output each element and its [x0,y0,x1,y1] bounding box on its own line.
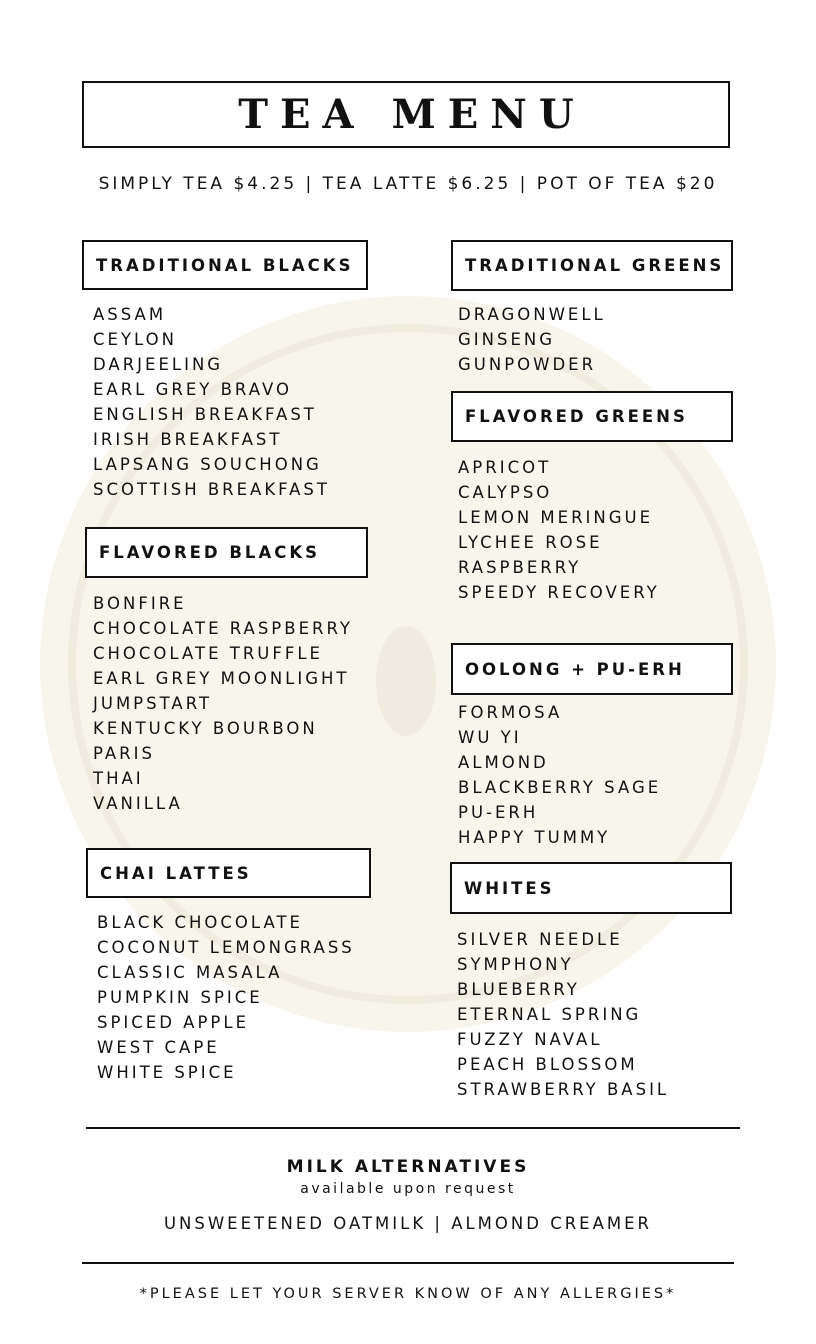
section-heading-whites: WHITES [450,862,732,914]
title-box [82,81,730,148]
section-heading-traditional-blacks: TRADITIONAL BLACKS [82,240,368,290]
menu-item: CALYPSO [458,483,553,502]
menu-item: EARL GREY MOONLIGHT [93,669,350,688]
menu-item: FORMOSA [458,703,563,722]
menu-item: LEMON MERINGUE [458,508,654,527]
milk-alternatives-title: MILK ALTERNATIVES [286,1157,530,1177]
list-flavored-blacks [93,591,353,816]
menu-item: THAI [93,769,144,788]
menu-item: VANILLA [93,794,183,813]
section-heading-traditional-greens: TRADITIONAL GREENS [451,240,733,291]
menu-item: COCONUT LEMONGRASS [97,938,355,957]
milk-alternatives-options: UNSWEETENED OATMILK | ALMOND CREAMER [163,1214,653,1233]
divider-bottom [82,1262,734,1264]
list-flavored-greens [458,455,660,605]
menu-item: LYCHEE ROSE [458,533,603,552]
menu-item: BLACK CHOCOLATE [97,913,303,932]
section-heading-flavored-greens: FLAVORED GREENS [451,391,733,442]
menu-item: GINSENG [458,330,556,349]
menu-item: CLASSIC MASALA [97,963,283,982]
page-title: TEA MENU [238,91,586,138]
menu-item: FUZZY NAVAL [457,1030,603,1049]
menu-item: LAPSANG SOUCHONG [93,455,322,474]
menu-item: BONFIRE [93,594,187,613]
menu-item: ALMOND [458,753,549,772]
menu-item: PARIS [93,744,155,763]
divider-top [86,1127,740,1129]
menu-item: ASSAM [93,305,167,324]
menu-item: PUMPKIN SPICE [97,988,263,1007]
menu-item: PU-ERH [458,803,539,822]
menu-item: ETERNAL SPRING [457,1005,642,1024]
menu-item: CHOCOLATE TRUFFLE [93,644,323,663]
list-traditional-blacks [93,302,330,502]
menu-item: ENGLISH BREAKFAST [93,405,317,424]
menu-item: JUMPSTART [93,694,213,713]
list-traditional-greens [458,302,606,377]
section-heading-flavored-blacks: FLAVORED BLACKS [85,527,368,578]
menu-item: IRISH BREAKFAST [93,430,283,449]
menu-item: SPEEDY RECOVERY [458,583,660,602]
menu-item: WEST CAPE [97,1038,220,1057]
menu-item: PEACH BLOSSOM [457,1055,638,1074]
menu-item: BLACKBERRY SAGE [458,778,662,797]
menu-item: HAPPY TUMMY [458,828,611,847]
list-chai-lattes [97,910,355,1085]
menu-item: BLUEBERRY [457,980,580,999]
menu-item: SYMPHONY [457,955,574,974]
menu-item: STRAWBERRY BASIL [457,1080,670,1099]
allergy-note: *PLEASE LET YOUR SERVER KNOW OF ANY ALLERGIES* [139,1286,677,1302]
menu-item: EARL GREY BRAVO [93,380,292,399]
menu-item: SCOTTISH BREAKFAST [93,480,330,499]
menu-item: CHOCOLATE RASPBERRY [93,619,353,638]
section-heading-oolong-pu-erh: OOLONG + PU-ERH [451,643,733,695]
list-oolong-pu-erh [458,700,661,850]
menu-item: APRICOT [458,458,552,477]
menu-item: WHITE SPICE [97,1063,237,1082]
menu-item: RASPBERRY [458,558,582,577]
menu-item: DARJEELING [93,355,224,374]
pricing-line: SIMPLY TEA $4.25 | TEA LATTE $6.25 | POT OF TEA $20 [98,174,718,194]
milk-alternatives-subtitle: available upon request [300,1181,516,1197]
menu-item: CEYLON [93,330,177,349]
list-whites [457,927,669,1102]
section-heading-chai-lattes: CHAI LATTES [86,848,371,898]
menu-item: SPICED APPLE [97,1013,249,1032]
menu-item: SILVER NEEDLE [457,930,623,949]
menu-item: DRAGONWELL [458,305,606,324]
menu-item: GUNPOWDER [458,355,597,374]
menu-item: WU YI [458,728,522,747]
menu-item: KENTUCKY BOURBON [93,719,318,738]
